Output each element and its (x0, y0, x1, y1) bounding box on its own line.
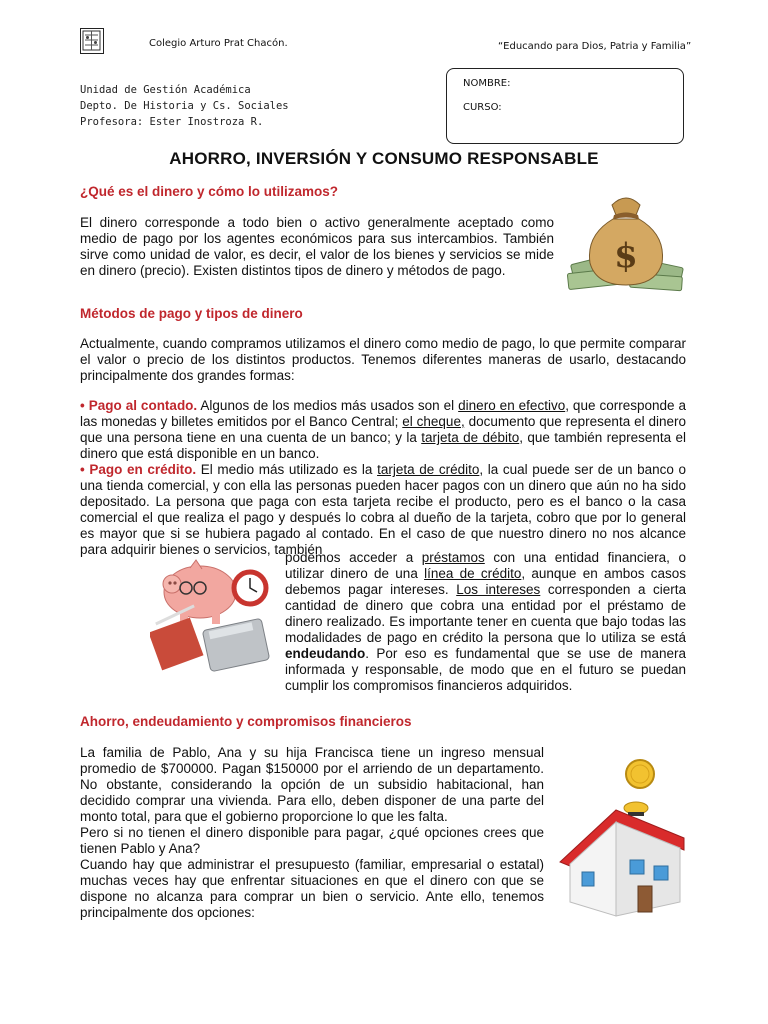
indebted-term: endeudando (285, 646, 366, 661)
text-run: , aunque en ambos casos debemos pagar intereses. (285, 566, 686, 597)
section3-text (80, 745, 544, 921)
text-run: , la cual puede ser de un banco o una tienda comercial, y con ella las personas pueden hacer pagos con un dinero que aún no ha sido depositado. La persona que paga con esta tarjeta recibe el producto, pero es el banco o la casa comercial el que realiza el pago y después lo cobra al dueño de la tarjeta, cobro que por lo general es mayor que si se hubiera pagado al contado. En el caso de que nuestro dinero no nos alcance para adquirir bienes o servicios, también (80, 462, 687, 557)
family-case-paragraph: La familia de Pablo, Ana y su hija Francisca tiene un ingreso mensual promedio de $700000. Pagan $150000 por el arriendo de un departamento. No obstante, considerando la opción de un subsidio habitacional, han decidido comprar una vivienda. Para ello, deben disponer de una parte del monto total, para que el gobierno proporcione lo que les falta. (80, 745, 544, 824)
unit-line: Unidad de Gestión Académica (80, 84, 251, 96)
school-name: Colegio Arturo Prat Chacón. (149, 38, 288, 49)
piggy-bank-image (150, 552, 274, 672)
text-run: , que corresponde a las monedas y billetes emitidos por el Banco Central; (80, 398, 686, 429)
student-info-box (446, 68, 684, 144)
money-bag-image (566, 185, 686, 295)
credit-continued-text (285, 550, 686, 694)
cash-payment-label: • Pago al contado. (80, 398, 198, 413)
house-coin-image (556, 752, 688, 922)
credit-card-term: tarjeta de crédito (377, 462, 480, 477)
department-line: Depto. De Historia y Cs. Sociales (80, 100, 289, 112)
teacher-line: Profesora: Ester Inostroza R. (80, 116, 264, 128)
interest-term: Los intereses (456, 582, 541, 597)
course-label: CURSO: (463, 102, 502, 113)
loans-term: préstamos (421, 550, 485, 565)
section3-heading: Ahorro, endeudamiento y compromisos financieros (80, 714, 412, 729)
cash-term: dinero en efectivo (458, 398, 566, 413)
question-paragraph: Pero si no tienen el dinero disponible para pagar, ¿qué opciones crees que tienen Pablo y Ana? (80, 825, 544, 856)
text-run: corresponden a cierta cantidad de dinero que cobra una entidad por el préstamo de dinero realizado. Es importante tener en cuenta que bajo todas las modalidades de pago en crédito la persona que lo utiliza se está (285, 582, 687, 645)
text-run: con una entidad financiera, o utilizar dinero de una (285, 550, 686, 581)
debit-card-term: tarjeta de débito (421, 430, 520, 445)
credit-payment-label: • Pago en crédito. (80, 462, 197, 477)
text-run: documento que representa el dinero que una persona tiene en una cuenta de un banco; y la (80, 414, 686, 445)
text-run: . Por eso es fundamental que se use de manera informada y responsable, de modo que en el futuro se puedan cumplir los compromisos financieros adquiridos. (285, 646, 686, 693)
school-motto: “Educando para Dios, Patria y Familia” (498, 41, 692, 52)
text-run: , que también representa el dinero que está disponible en un banco. (80, 430, 687, 461)
school-crest-icon (80, 28, 104, 54)
unit-info (80, 82, 289, 130)
page-title: AHORRO, INVERSIÓN Y CONSUMO RESPONSABLE (169, 149, 599, 168)
credit-line-term: línea de crédito (424, 566, 522, 581)
section1-heading: ¿Qué es el dinero y cómo lo utilizamos? (80, 184, 339, 199)
dollar-sign-text: $ (614, 236, 638, 276)
section2-heading: Métodos de pago y tipos de dinero (80, 306, 303, 321)
section2-intro: Actualmente, cuando compramos utilizamos el dinero como medio de pago, lo que permite comparar el valor o precio de los distintos productos. Tenemos diferentes maneras de usarlo, destacando principalmente dos grandes formas: (80, 336, 686, 383)
budget-paragraph: Cuando hay que administrar el presupuesto (familiar, empresarial o estatal) muchas veces hay que enfrentar situaciones en que el dinero con que se dispone no alcanza para comprar un bien o servicio. Ante ello, tenemos principalmente dos opciones: (80, 857, 544, 920)
name-label: NOMBRE: (463, 78, 511, 89)
cheque-term: el cheque, (402, 414, 465, 429)
text-run: Algunos de los medios más usados son el (197, 398, 459, 413)
text-run: podemos acceder a (285, 550, 422, 565)
payment-methods-text (80, 398, 686, 558)
section1-paragraph: El dinero corresponde a todo bien o activo generalmente aceptado como medio de pago por los agentes económicos para sus intercambios. También sirve como unidad de valor, es decir, el valor de los bienes y servicios se mide en dinero (precio). Existen distintos tipos de dinero y métodos de pago. (80, 215, 554, 278)
text-run: El medio más utilizado es la (196, 462, 378, 477)
